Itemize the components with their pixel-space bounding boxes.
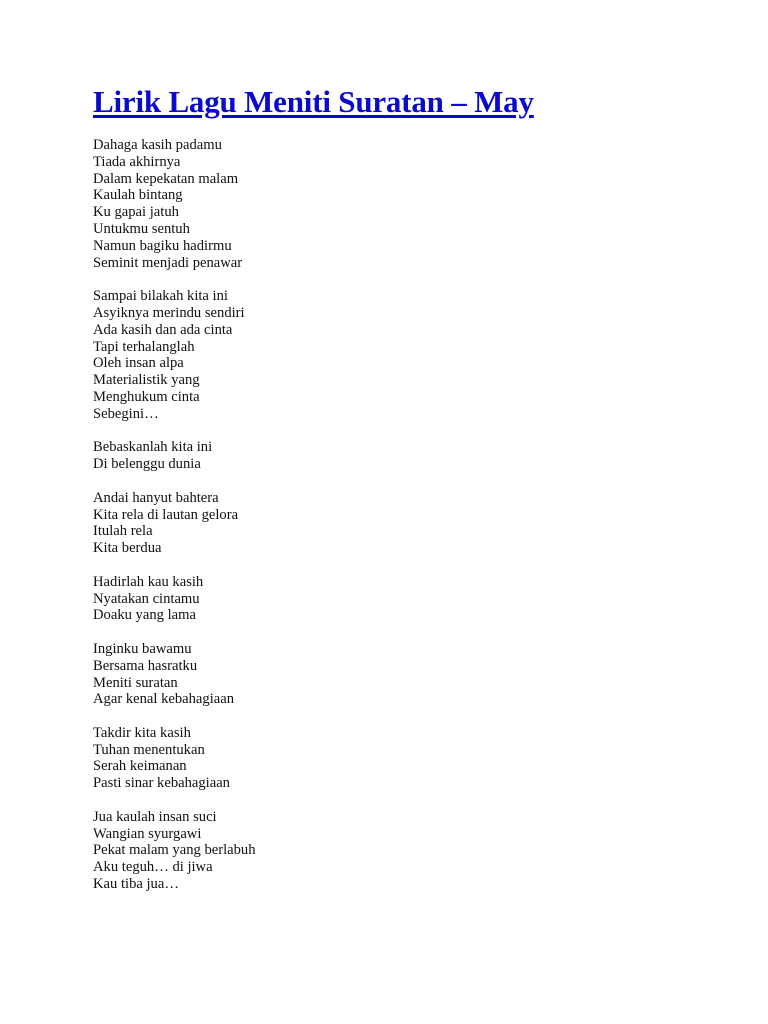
lyric-line: Serah keimanan [93,758,187,775]
lyrics-stanza [93,641,256,708]
lyric-line: Bebaskanlah kita ini [93,439,213,456]
lyric-line: Pekat malam yang berlabuh [93,842,256,859]
lyrics-stanza [93,725,256,792]
lyric-line: Oleh insan alpa [93,355,184,372]
lyric-line: Bersama hasratku [93,657,198,674]
lyric-line: Tiada akhirnya [93,153,181,170]
lyric-line: Aku teguh… di jiwa [93,859,213,876]
lyric-line: Namun bagiku hadirmu [93,237,232,254]
lyric-line: Tuhan menentukan [93,741,205,758]
lyric-line: Meniti suratan [93,674,178,691]
lyrics-body [93,137,256,910]
lyric-line: Hadirlah kau kasih [93,573,204,590]
document-title-link[interactable]: Lirik Lagu Meniti Suratan – May [93,84,534,119]
lyric-line: Untukmu sentuh [93,220,190,237]
lyric-line: Jua kaulah insan suci [93,808,217,825]
lyric-line: Pasti sinar kebahagiaan [93,775,230,792]
lyric-line: Nyatakan cintamu [93,590,200,607]
lyric-line: Asyiknya merindu sendiri [93,304,245,321]
lyric-line: Kita rela di lautan gelora [93,506,239,523]
lyrics-stanza [93,137,256,271]
lyric-line: Agar kenal kebahagiaan [93,691,234,708]
lyric-line: Tapi terhalanglah [93,338,195,355]
lyric-line: Menghukum cinta [93,388,200,405]
lyric-line: Ku gapai jatuh [93,204,179,221]
lyric-line: Materialistik yang [93,372,200,389]
lyric-line: Wangian syurgawi [93,825,202,842]
lyric-line: Kaulah bintang [93,187,183,204]
lyric-line: Dahaga kasih padamu [93,137,222,153]
lyric-line: Kau tiba jua… [93,876,179,893]
lyric-line: Takdir kita kasih [93,724,191,741]
lyric-line: Itulah rela [93,523,153,540]
lyric-line: Inginku bawamu [93,640,192,657]
lyric-line: Ada kasih dan ada cinta [93,321,233,338]
lyric-line: Doaku yang lama [93,607,196,624]
lyric-line: Di belenggu dunia [93,456,201,473]
lyric-line: Sebegini… [93,405,159,422]
lyrics-stanza [93,288,256,422]
lyric-line: Kita berdua [93,540,162,557]
lyric-line: Seminit menjadi penawar [93,254,243,271]
lyric-line: Dalam kepekatan malam [93,170,239,187]
lyrics-stanza [93,439,256,473]
lyrics-stanza [93,574,256,624]
lyric-line: Andai hanyut bahtera [93,489,219,506]
lyric-line: Sampai bilakah kita ini [93,288,228,305]
lyrics-stanza [93,490,256,557]
lyrics-stanza [93,809,256,893]
